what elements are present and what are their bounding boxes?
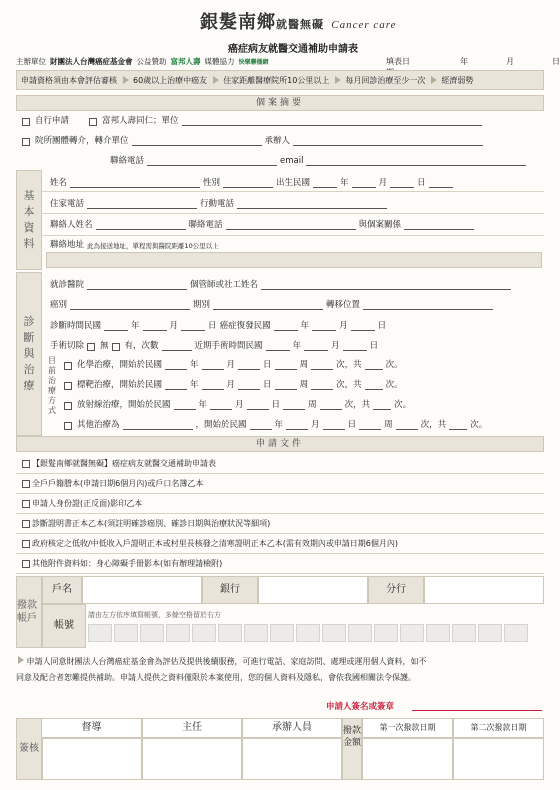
surgery-no-checkbox[interactable] (87, 343, 95, 351)
radio-row[interactable]: 放射線治療，開始於民國 年 月 日 周 次，共 次。 (64, 398, 411, 410)
surgery-yes-checkbox[interactable] (112, 343, 120, 351)
fubon-checkbox[interactable] (89, 118, 97, 126)
surgery-row[interactable]: 手術切除 無 有，次數 近期手術時間民國 年 月 日 (50, 341, 379, 351)
summary-row3[interactable]: 聯絡電話 email (110, 154, 526, 166)
doc-item[interactable]: 診斷證明書正本乙本(須註明確診癌別、確診日期與治療狀況等細項) (16, 514, 544, 534)
address-row[interactable]: 聯絡地址 此為接送地址，單程需與醫院距離10公里以上 (50, 240, 219, 250)
logo: 銀髮南鄉就醫無礙 Cancer care (200, 12, 397, 33)
first-pay-input[interactable] (362, 738, 453, 780)
fill-date[interactable]: 填表日 年 月 日 (386, 57, 560, 66)
organizers: 主辦單位 財團法人台灣癌症基金會 公益贊助 富邦人壽 媒體協力 快樂聯播網 (16, 57, 269, 66)
chemo-row[interactable]: 化學治療，開始於民國 年 月 日 周 次，共 次。 (64, 358, 403, 370)
eligibility-bar: 申請資格須由本會評估審核 60歲以上治療中癌友 住家距離醫療院所10公里以上 每月回診治療至少一次 經濟弱勢 (16, 70, 544, 90)
other-row[interactable]: 其他治療為 ，開始於民國 年 月 日 周 次，共 次。 (64, 418, 487, 430)
section-docs: 申請文件 (16, 436, 544, 452)
treatment-method-label: 目前治療方式 (48, 356, 56, 415)
second-pay-input[interactable] (453, 738, 544, 780)
doc-item[interactable]: 政府核定之低收/中低收入戶證明正本或村里長核發之清寒證明正本乙本(需有效期內或申請日期6個月內) (16, 534, 544, 554)
doc-item[interactable]: 其他附件資料如：身心障礙手冊影本(如有辦理請檢附) (16, 554, 544, 574)
section-summary: 個案摘要 (16, 95, 544, 111)
chemo-checkbox[interactable] (64, 362, 72, 370)
director-header: 主任 (142, 718, 242, 738)
account-digit-boxes[interactable] (88, 624, 528, 642)
form-title: 癌症病友就醫交通補助申請表 (228, 44, 358, 55)
account-label: 帳號 (42, 604, 86, 648)
summary-row1[interactable]: 自行申請 富邦人壽同仁；單位 (22, 114, 482, 126)
referral-checkbox[interactable] (22, 138, 30, 146)
doc-item[interactable]: 全戶戶籍謄本(申請日期6個月內)或戶口名簿乙本 (16, 474, 544, 494)
handler-header: 承辦人員 (242, 718, 342, 738)
supervisor-header: 督導 (42, 718, 142, 738)
doc-item[interactable]: 申請人身份證(正反面)影印乙本 (16, 494, 544, 514)
supervisor-sign[interactable] (42, 738, 142, 780)
address-input[interactable] (46, 252, 542, 268)
first-pay-header: 第一次撥款日期 (362, 718, 453, 738)
radiation-checkbox[interactable] (64, 402, 72, 410)
hospital-row[interactable]: 就診醫院 個管師或社工姓名 (50, 278, 511, 290)
diag-date-row[interactable]: 診斷時間民國 年 月 日 癌症復發民國 年 月 日 (50, 321, 387, 331)
consent-text: 申請人同意財團法人台灣癌症基金會為評估及提供後續服務，可進行電話、家庭訪問、處理或運用個人資料，如不 同意及配合者恕難提供補助。申請人提供之資料僅限於本案使用，您的個人資料及隱私，會依我國相關法令保護。 (16, 657, 427, 682)
section-bank-side: 撥款帳戶 (16, 576, 42, 648)
second-pay-header: 第二次撥款日期 (453, 718, 544, 738)
other-treatment-checkbox[interactable] (64, 422, 72, 430)
branch-label: 分行 (368, 576, 424, 604)
summary-row2[interactable]: 院所團體轉介，轉介單位 承辦人 (22, 134, 483, 146)
signature-line[interactable] (412, 710, 542, 711)
doc-item[interactable]: 【銀髮南鄉就醫無礙】癌症病友就醫交通補助申請表 (16, 454, 544, 474)
account-note: 請由左方依序填寫帳號，多餘空格留於右方 (88, 611, 221, 619)
holder-label: 戶名 (42, 576, 82, 604)
holder-input[interactable] (82, 576, 202, 604)
director-sign[interactable] (142, 738, 242, 780)
name-row[interactable]: 姓名 性別 出生民國 年 月 日 (50, 176, 453, 188)
branch-input[interactable] (424, 576, 544, 604)
target-row[interactable]: 標靶治療，開始於民國 年 月 日 周 次，共 次。 (64, 378, 403, 390)
target-checkbox[interactable] (64, 382, 72, 390)
cancer-row[interactable]: 癌別 期別 轉移位置 (50, 298, 493, 310)
review-side: 簽核 (16, 718, 42, 780)
section-diag-side: 診 斷 與 治 療 (16, 272, 42, 436)
bank-input[interactable] (258, 576, 368, 604)
signature-label: 申請人簽名或簽章 (326, 702, 395, 712)
pay-side: 撥款金額 (342, 718, 362, 780)
self-apply-checkbox[interactable] (22, 118, 30, 126)
bank-label: 銀行 (202, 576, 258, 604)
contact-row[interactable]: 聯絡人姓名 聯絡電話 與個案關係 (50, 218, 474, 230)
phone-row[interactable]: 住家電話 行動電話 (50, 197, 387, 209)
section-basic-side: 基 本 資 料 (16, 170, 42, 270)
handler-sign[interactable] (242, 738, 342, 780)
